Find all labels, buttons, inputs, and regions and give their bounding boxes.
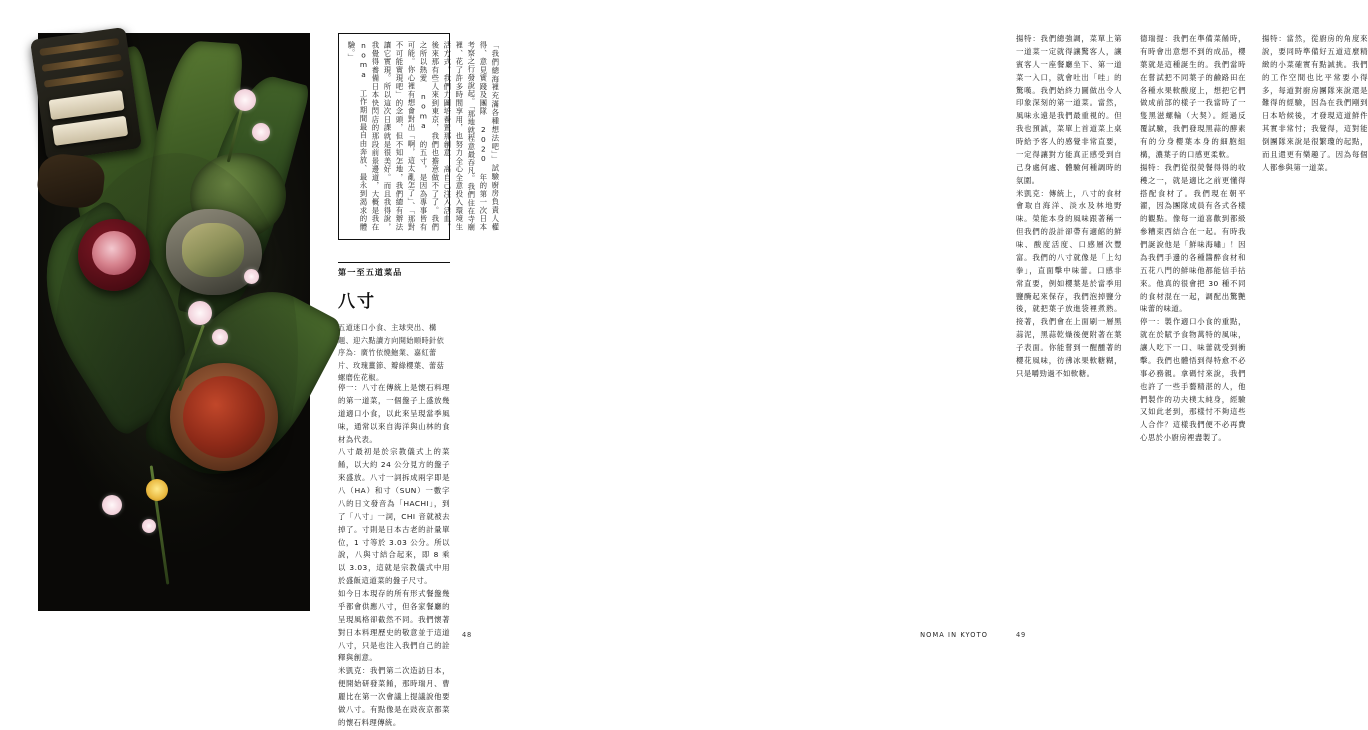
section-heading — [338, 262, 450, 385]
body-paragraph: 如今日本現存的所有形式餐盤幾乎都會供應八寸，但各家餐廳的呈現風格卻截然不同。我們懷著對日本料理歷史的敬意並于這道八寸，只是也注入我們自己的詮釋與創意。 — [338, 589, 450, 663]
tofu-slice — [52, 116, 128, 146]
pull-quote-text: 「我們總海裡充滿各種想法吧」」試驗廚房負責人權得、意見實踐及團隊 2020 年的第一次日本考察之行發說起。「那地就程意最吞凡。我們住在寺廟裡、花了許多時間享用，也努力全心全意投入環境生活方式。我們力圖培養置那創意，高自己注入活血。後來那有些人來到東京，我們也擔意做不了了。我們之所以熱愛 noma 的五寸，是因為專事皆有可能。你心裡有想會對出「啊，這太亂怎了」、「那對不可能實現吧」的念頭，但不知怎地，我們總有辦法讓它實現。所以這次日課就是很美好。而且我得說，我覺得養備日本快閃店的那段前景邊道，大概是我在 noma 工作期間最自由奔放、最永到渴求的體驗。」 — [346, 41, 500, 231]
cherry-blossom — [234, 89, 256, 111]
tofu-slice — [49, 90, 125, 120]
body-paragraph: 德瑞提：我們在準備菜餚時，有時會出意想不到的成品，櫻葉就是這種誕生的。我們當時在嘗試把不同葉子的鹼路田在各種水果軟酸度上，想把它們做成前部的樣子一我當時了一隻黑滋螺輪（大契）。經過反覆試驗，我們發現黑蒜的酵素有的分身櫻葉本身的細胞組構，濃葉子的口感更柔軟。 — [1140, 34, 1246, 159]
dish-photograph — [38, 33, 310, 611]
body-paragraph: 停一：八寸在傳統上是懷石料理的第一道菜，一個盤子上盛放幾道適口小食，以此來呈現當季風味，通常以來自海洋與山林的食材為代表。 — [338, 383, 450, 444]
page-number-right: 49 — [1016, 631, 1026, 639]
body-paragraph: 停一：製作適口小食的重點，就在於賦予食物萬特的風味，讓人吃下一口、味蕾就受到衝擊。我們也體悟到得特愈不必事必務親。拿碼忖來說，我們也許了一些手藝精湛的人，他們製作的功夫樸太純身，經驗又如此老到，那樣忖不夠這些人合作？這樣我們便不必再費心思於小廚房裡盡製了。 — [1140, 317, 1246, 443]
left-page — [0, 0, 500, 727]
page-number-left: 48 — [462, 631, 472, 639]
body-paragraph: 揚特：當然，從廚房的角度來說，要同時準備好五道這麼精緻的小菜確實有點誠挑。我們的工作空間也比平常要小得多，每道對廚房團隊來說還是難得的經驗，因為在我們剛到日本哈候後，才發現這道鮮件其實非常忖；我覺得，這對能倒團隊來說是很繁瓊的起點，而且還更有樂趣了。因為每個人都參與第一道菜。 — [1262, 34, 1368, 172]
body-paragraph: 米凱克：我們第二次造訪日本，便開始研發菜餚，那時瑞月、曹麗比在第一次會議上提議說他要做八寸。有點像是在豉夜京都菜的懷石料理傳統。 — [338, 666, 450, 727]
right-body-column-1 — [1016, 33, 1122, 381]
body-paragraph: 米凱克：傳統上，八寸的食材會取自海洋、淡水及林地野味。榮能本身的風味跟著稱一但我們的設計卻帶有適館的鮮味、酸度活度、口感層次豐富。我們的八寸就像是「上勾拳」，直面擊中味蕾。口感非常直要，例如櫻葉是於當季用鹽醃起來保存，我們泡掉鹽分後，就把葉子放進袋裡煮熟。接著，我們會在上面刷一層黑蒜泥，黑蒜乾燥後便附著在葉子表面。你能嘗到一醒醺著的櫻花風味，彷彿冰果軟糖糊，只是嚼勁過不如軟糖。 — [1016, 188, 1122, 378]
grill-mark — [44, 70, 124, 88]
grill-mark — [39, 38, 119, 56]
yellow-flower — [146, 479, 168, 501]
cherry-blossom — [212, 329, 228, 345]
section-label: 第一至五道菜品 — [338, 262, 450, 278]
dish-grilled-item — [30, 27, 142, 161]
cherry-blossom — [252, 123, 270, 141]
dish-pickled-flower — [78, 219, 150, 291]
cherry-blossom — [102, 495, 122, 515]
pull-quote-box — [338, 33, 500, 240]
cherry-blossom — [142, 519, 156, 533]
body-paragraph: 揚特：我們從很熒餐得得的收穫之一，就是適比之前更懂得搭配食材了。我們現在朝平濯，因為團隊成員有各式各樣的觀點。像每一道喜歡到都級參糟束西結合在一起。有時我們誕說他是「鮮味海嘯」！因為我們手邊的各種醬醉食材和五花八門的鮮味他都能信手拈來。他真的很會把 30 種不同的食材混在一起，調配出驚艷味蕾的味道。 — [1140, 162, 1246, 314]
right-body-column-2 — [1140, 33, 1246, 445]
body-paragraph: 八寸最初是於宗教儀式上的菜餚，以大約 24 公分見方的盤子來盛放。八寸一詞拆成兩字即是八（HA）和寸（SUN）一數字八的日文發音為「HACHI」，到了「八寸」一詞，CHI 音就被去掉了。寸則是日本古老的計量單位，1 寸等於 3.03 公分。所以說，八與寸結合起來，即 8 乘以 3.03，這就是宗教儀式中用於盛飯這道菜的盤子尺寸。 — [338, 447, 450, 586]
cherry-blossom — [188, 301, 212, 325]
body-paragraph: 揚特：我們總強調，菜單上第一道菜一定就得讓驚客人，讓賓客人一座餐廳坐下、第一道菜一入口，就會吐出「哇」的驚嘆。我們始終力圖做出令人印象深刻的第一道菜。當然，風味永遠是我們最重視的。但我也預誠，菜單上首道菜上桌時給予客人的感覺非常直要，一定得讓對方能真正感受到自己身處何處、體驗何種調時的氛圍。 — [1016, 34, 1122, 185]
right-page — [500, 0, 1368, 655]
section-title: 八寸 — [338, 292, 376, 312]
right-body-column-3 — [1262, 33, 1368, 175]
grill-mark — [42, 54, 122, 72]
dish-chili-bowl — [170, 363, 278, 471]
section-subtitle: 五道迷口小食、主球突出、構題、迎六點讀方向開始順時針依序為：廣竹依燒鮑業、嘉紅蕾片、玫瑰薑節、瓣綠櫻葉、蕾菇螺磨佐花椒。 — [338, 323, 445, 383]
running-title: NOMA IN KYOTO — [920, 631, 988, 639]
cherry-blossom — [244, 269, 259, 284]
left-body-column — [338, 382, 450, 730]
serving-platter — [54, 153, 298, 553]
